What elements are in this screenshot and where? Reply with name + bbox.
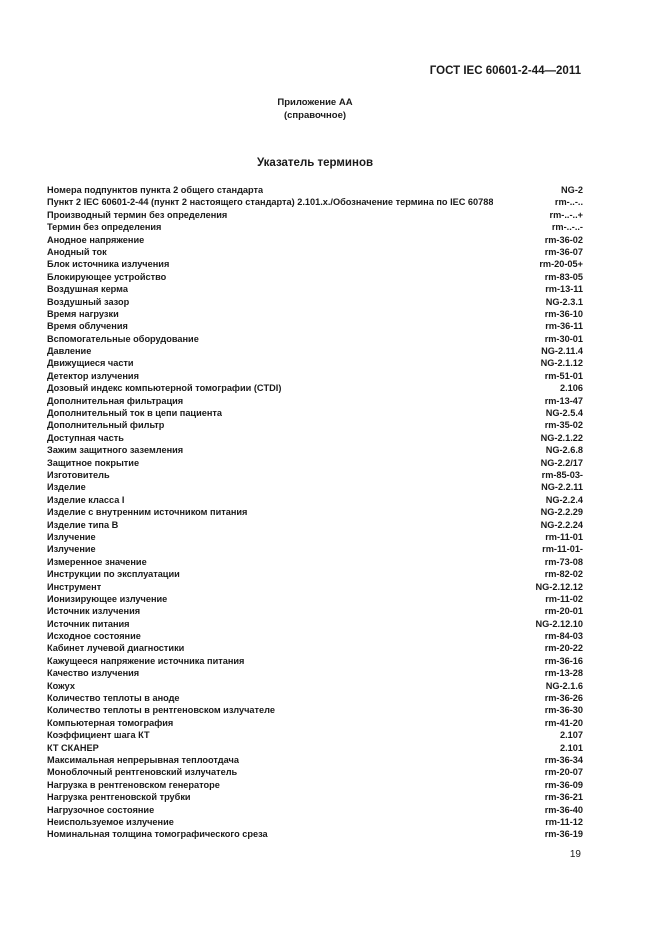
term-row: [47, 395, 583, 407]
term-code: rm-36-16: [544, 655, 583, 666]
term-name: Дополнительный ток в цепи пациента: [47, 408, 222, 419]
term-code: rm-13-28: [544, 668, 583, 679]
term-name: Исходное состояние: [47, 631, 141, 642]
term-row: [47, 196, 583, 208]
term-row: [47, 605, 583, 617]
term-name: Детектор излучения: [47, 370, 139, 381]
term-name: Коэффициент шага КТ: [47, 730, 150, 741]
term-row: [47, 692, 583, 704]
term-row: [47, 357, 583, 369]
term-name: Воздушная керма: [47, 284, 128, 295]
term-code: rm-51-01: [544, 370, 583, 381]
term-row: [47, 779, 583, 791]
term-row: [47, 519, 583, 531]
appendix-heading: [0, 96, 630, 122]
page-number: 19: [569, 849, 581, 860]
term-name: Изделие: [47, 482, 86, 493]
term-code: NG-2.2/17: [540, 457, 583, 468]
term-name: Нагрузка рентгеновской трубки: [47, 792, 191, 803]
term-name: Дополнительный фильтр: [47, 420, 165, 431]
term-row: [47, 642, 583, 654]
term-code: rm-36-02: [544, 234, 583, 245]
term-row: [47, 370, 583, 382]
term-row: [47, 556, 583, 568]
term-name: Инструкции по эксплуатации: [47, 569, 180, 580]
term-name: Защитное покрытие: [47, 457, 140, 468]
term-row: [47, 655, 583, 667]
term-row: [47, 791, 583, 803]
term-code: NG-2.2.4: [545, 494, 583, 505]
term-code: rm-82-02: [544, 569, 583, 580]
term-name: Пункт 2 IEC 60601-2-44 (пункт 2 настоящего стандарта) 2.101.х./Обозначение термина по IEC 60788: [47, 197, 494, 208]
term-code: rm-..-..+: [549, 209, 583, 220]
term-code: rm-36-09: [544, 779, 583, 790]
term-code: NG-2.2.24: [540, 519, 583, 530]
term-index-list: [47, 184, 583, 841]
term-row: [47, 568, 583, 580]
term-name: Ионизирующее излучение: [47, 593, 168, 604]
term-row: [47, 804, 583, 816]
term-code: rm-..-..: [554, 197, 583, 208]
term-code: rm-83-05: [544, 271, 583, 282]
term-name: Зажим защитного заземления: [47, 445, 184, 456]
term-name: Номера подпунктов пункта 2 общего стандарта: [47, 185, 264, 195]
term-row: [47, 209, 583, 221]
term-name: Номинальная толщина томографического среза: [47, 829, 268, 840]
term-row: [47, 308, 583, 320]
term-name: Доступная часть: [47, 432, 124, 443]
term-code: rm-11-02: [545, 593, 583, 604]
appendix-title: Приложение АА: [277, 97, 353, 108]
term-name: Блокирующее устройство: [47, 271, 167, 282]
term-code: rm-36-30: [544, 705, 583, 716]
term-code: rm-36-26: [544, 693, 583, 704]
term-name: Измеренное значение: [47, 556, 147, 567]
term-row: [47, 469, 583, 481]
term-code: rm-20-01: [544, 606, 583, 617]
term-name: КТ СКАНЕР: [47, 742, 99, 753]
term-code: rm-20-07: [544, 767, 583, 778]
term-name: Воздушный зазор: [47, 296, 130, 307]
term-code: rm-11-01: [545, 531, 583, 542]
term-row: [47, 494, 583, 506]
term-row: [47, 581, 583, 593]
term-row: [47, 531, 583, 543]
term-row: [47, 754, 583, 766]
term-name: Источник излучения: [47, 606, 141, 617]
term-row: [47, 457, 583, 469]
term-name: Компьютерная томография: [47, 717, 174, 728]
term-code: 2.101: [560, 742, 583, 753]
term-name: Кожух: [47, 680, 75, 691]
term-row: [47, 717, 583, 729]
term-code: 2.107: [560, 730, 583, 741]
term-name: Кабинет лучевой диагностики: [47, 643, 185, 654]
term-name: Дополнительная фильтрация: [47, 395, 184, 406]
term-code: rm-36-10: [544, 308, 583, 319]
term-code: NG-2.2.29: [540, 507, 583, 518]
term-row: [47, 729, 583, 741]
term-row: [47, 345, 583, 357]
term-code: NG-2.2.11: [541, 482, 583, 493]
term-name: Давление: [47, 346, 92, 357]
term-code: rm-36-21: [544, 792, 583, 803]
term-row: [47, 296, 583, 308]
term-name: Изготовитель: [47, 469, 110, 480]
term-name: Анодный ток: [47, 246, 107, 257]
term-row: [47, 618, 583, 630]
term-code: NG-2.1.6: [545, 680, 583, 691]
term-row: [47, 506, 583, 518]
term-code: NG-2.12.12: [535, 581, 583, 592]
term-row: [47, 271, 583, 283]
term-code: rm-84-03: [544, 631, 583, 642]
term-name: Моноблочный рентгеновский излучатель: [47, 767, 238, 778]
term-name: Вспомогательные оборудование: [47, 333, 199, 344]
term-name: Изделие типа В: [47, 519, 119, 530]
term-row: [47, 283, 583, 295]
term-code: NG-2.12.10: [535, 618, 583, 629]
term-code: rm-73-08: [544, 556, 583, 567]
term-code: NG-2.1.22: [540, 432, 583, 443]
term-row: [47, 828, 583, 840]
term-row: [47, 481, 583, 493]
term-row: [47, 816, 583, 828]
term-name: Нагрузка в рентгеновском генераторе: [47, 779, 220, 790]
term-row: [47, 444, 583, 456]
term-code: rm-35-02: [544, 420, 583, 431]
term-code: rm-36-34: [544, 754, 583, 765]
term-name: Кажущееся напряжение источника питания: [47, 655, 245, 666]
term-code: 2.106: [560, 383, 583, 394]
term-row: [47, 419, 583, 431]
term-row: [47, 407, 583, 419]
term-name: Время облучения: [47, 321, 128, 332]
term-row: [47, 766, 583, 778]
term-name: Излучение: [47, 544, 96, 555]
term-row: [47, 667, 583, 679]
term-code: rm-85-03-: [541, 469, 583, 480]
term-code: NG-2.3.1: [545, 296, 583, 307]
term-row: [47, 432, 583, 444]
term-name: Максимальная непрерывная теплоотдача: [47, 754, 239, 765]
term-code: rm-36-07: [544, 246, 583, 257]
term-code: rm-..-..-: [551, 222, 583, 233]
term-name: Количество теплоты в рентгеновском излучателе: [47, 705, 275, 716]
term-code: rm-11-12: [545, 816, 583, 827]
term-name: Термин без определения: [47, 222, 162, 233]
term-row: [47, 221, 583, 233]
term-code: rm-41-20: [544, 717, 583, 728]
term-name: Неиспользуемое излучение: [47, 816, 174, 827]
term-row: [47, 742, 583, 754]
term-code: rm-13-11: [545, 284, 583, 295]
appendix-subtitle: (справочное): [283, 110, 347, 121]
term-name: Источник питания: [47, 618, 130, 629]
term-code: rm-30-01: [544, 333, 583, 344]
term-code: rm-13-47: [544, 395, 583, 406]
term-code: NG-2.5.4: [545, 408, 583, 419]
term-code: rm-20-22: [544, 643, 583, 654]
term-code: rm-36-19: [544, 829, 583, 840]
standard-designation: ГОСТ IEC 60601-2-44—2011: [429, 65, 581, 77]
term-row: [47, 704, 583, 716]
term-name: Блок источника излучения: [47, 259, 170, 270]
term-row: [47, 184, 583, 196]
term-name: Качество излучения: [47, 668, 140, 679]
term-row: [47, 543, 583, 555]
term-name: Инструмент: [47, 581, 102, 592]
term-code: NG-2.1.12: [540, 358, 583, 369]
term-row: [47, 234, 583, 246]
term-name: Количество теплоты в аноде: [47, 693, 180, 704]
term-row: [47, 246, 583, 258]
term-name: Производный термин без определения: [47, 209, 228, 220]
term-code: rm-20-05+: [539, 259, 583, 270]
term-row: [47, 593, 583, 605]
term-name: Нагрузочное состояние: [47, 804, 155, 815]
term-row: [47, 630, 583, 642]
term-row: [47, 680, 583, 692]
term-code: NG-2.6.8: [545, 445, 583, 456]
term-name: Изделие с внутренним источником питания: [47, 507, 248, 518]
index-title: Указатель терминов: [256, 157, 374, 169]
term-code: NG-2: [561, 185, 583, 195]
term-name: Дозовый индекс компьютерной томографии (CTDI): [47, 383, 282, 394]
term-name: Изделие класса I: [47, 494, 125, 505]
term-name: Движущиеся части: [47, 358, 134, 369]
term-code: rm-36-11: [545, 321, 583, 332]
term-row: [47, 382, 583, 394]
term-name: Излучение: [47, 531, 96, 542]
term-row: [47, 258, 583, 270]
term-code: rm-36-40: [544, 804, 583, 815]
term-code: rm-11-01-: [542, 544, 583, 555]
term-name: Время нагрузки: [47, 308, 119, 319]
term-row: [47, 333, 583, 345]
term-code: NG-2.11.4: [541, 346, 583, 357]
term-row: [47, 320, 583, 332]
term-name: Анодное напряжение: [47, 234, 145, 245]
